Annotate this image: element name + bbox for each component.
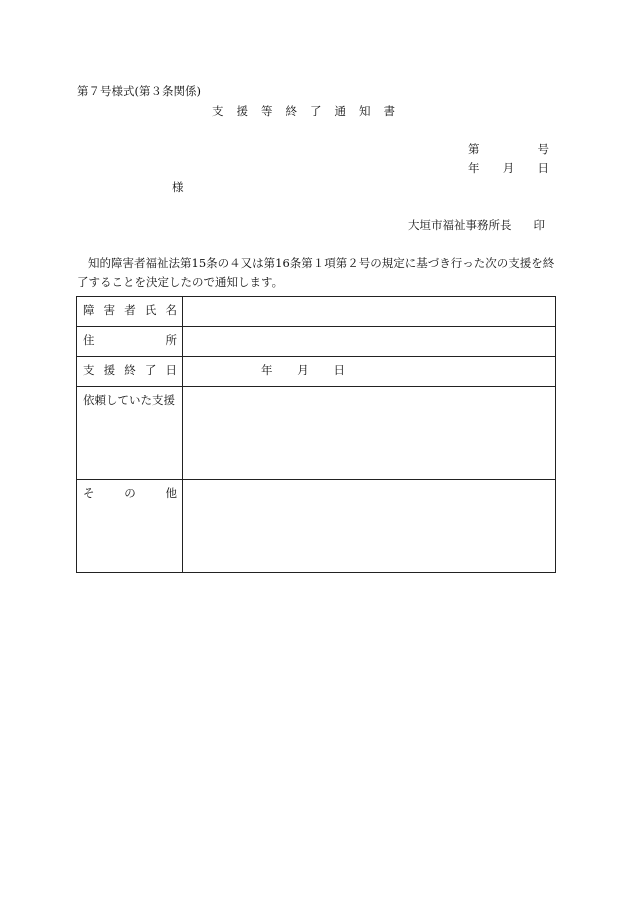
label-char: 害 [103,303,116,317]
seal-mark: 印 [533,218,545,232]
end-date-year: 年 [261,363,273,377]
label-end-date [77,357,183,387]
date-day: 日 [537,161,549,175]
label-char: 援 [103,363,116,377]
label-char: そ [83,486,95,500]
issue-date-line [468,163,549,175]
table-row-end-date [77,357,556,387]
date-year: 年 [468,161,480,175]
form-number: 第７号様式(第３条関係) [77,84,201,98]
label-char: 日 [165,363,177,377]
label-char: 支 [83,363,95,377]
label-char: 住 [83,333,95,347]
date-month: 月 [502,161,515,175]
label-char: 終 [124,363,136,377]
table-row-name [77,297,556,327]
recipient-honorific: 様 [172,180,184,194]
label-char: 他 [165,486,177,500]
label-person-name [77,297,183,327]
label-address [77,327,183,357]
document-number-line [468,144,549,156]
label-char: の [124,486,136,500]
label-char: 名 [165,303,177,317]
number-suffix: 号 [537,142,549,156]
value-end-date[interactable] [183,357,556,387]
value-address[interactable] [183,327,556,357]
value-other[interactable] [183,480,556,573]
label-char: 所 [165,333,177,347]
notice-table [76,296,556,573]
label-other [77,480,183,573]
issuer-name: 大垣市福祉事務所長 [408,218,512,232]
number-prefix: 第 [468,142,480,156]
end-date-day: 日 [333,363,345,377]
table-row-other [77,480,556,573]
label-char: 氏 [144,303,157,317]
label-requested-support: 依頼していた支援 [77,387,183,480]
issuer-line [408,220,545,232]
value-person-name[interactable] [183,297,556,327]
end-date-month: 月 [297,363,309,377]
notice-body-text: 知的障害者福祉法第15条の４又は第16条第１項第２号の規定に基づき行った次の支援を終了することを決定したので通知します。 [77,256,555,289]
table-row-requested-support [77,387,556,480]
value-requested-support[interactable] [183,387,556,480]
label-char: 障 [83,303,95,317]
label-char: 了 [144,363,157,377]
label-char: 者 [124,303,136,317]
table-row-address [77,327,556,357]
document-title: 支援等終了通知書 [212,104,408,118]
